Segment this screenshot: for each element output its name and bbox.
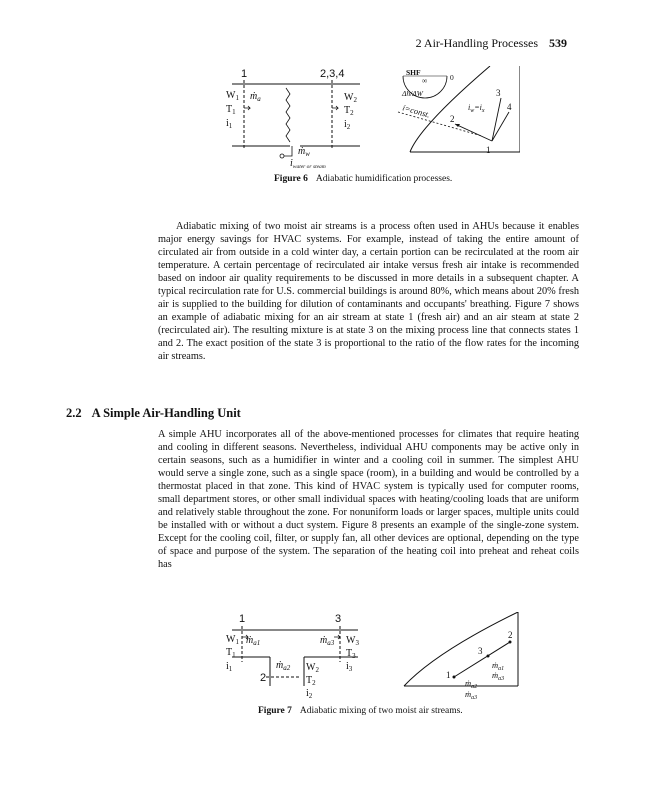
water-inlet-icon: [280, 154, 284, 158]
section-title: A Simple Air-Handling Unit: [91, 406, 241, 420]
f6-ma: ṁ: [250, 91, 258, 102]
f7-section-2: 2: [260, 672, 267, 684]
svg-text:i1: $i_1$: [226, 118, 233, 130]
f7-ma1: ṁ: [246, 635, 254, 646]
svg-text:i1: $i_1$: [226, 661, 233, 673]
f6-section-1: 1: [241, 68, 248, 80]
f7-chart-ma3: ṁ: [492, 670, 499, 680]
svg-text:i2: $i_2$: [344, 119, 351, 131]
figure-7-duct-schematic: [226, 613, 359, 700]
figure-7-psychrometric-chart: [404, 612, 518, 701]
figure-6: [220, 66, 520, 171]
f7-point-3: 3: [478, 646, 483, 656]
svg-text:T2: $T_2$: [306, 675, 316, 687]
svg-text:T2: $T_2$: [344, 105, 354, 117]
svg-text:ṁw: ṁ$_w$: [298, 146, 310, 158]
figure-6-psychrometric-chart: [398, 66, 520, 155]
f7-w3: W: [346, 635, 356, 646]
svg-text:i3: $i_3$: [346, 661, 353, 673]
figure-6-caption-text: Adiabatic humidification processes.: [315, 174, 453, 184]
f7-ma2: ṁ: [276, 660, 284, 671]
svg-text:i2: $i_2$: [306, 688, 313, 700]
f7-t2: T: [306, 675, 313, 686]
figure-7-caption-text: Adiabatic mixing of two moist air streams.: [299, 706, 463, 716]
running-header: [416, 36, 567, 51]
svg-text:T3: $T_3$: [346, 648, 356, 660]
paragraph-simple-ahu: A simple AHU incorporates all of the above-mentioned processes for climates that require heating and cooling in different seasons. Nevertheless, individual AHU components may be active only in certain seasons, such as a humidifier in winter and a cooling coil in summer. The simplest AHU would serve a single zone, such as a single space (room), in a building and would be controlled by a thermostat placed in that zone. This kind of HVAC system is typically used for computer rooms, small department stores, or other small individual spaces with heating/cooling loads that are uniform and relatively stable throughout the zone. For nonuniform loads or larger spaces, multiple units could be installed with or without a duct system. Figure 8 presents an example of the single-zone system. Except for the cooling coil, filter, or supply fan, all other devices are optional, depending on the type of space and purpose of the system. The separation of the heating coil into preheat and reheat coils has: [158, 429, 579, 570]
f7-i2: i: [306, 688, 309, 699]
f6-i2: i: [344, 119, 347, 130]
f7-t3: T: [346, 648, 353, 659]
svg-text:ṁa2: ṁ$_{a2}$: [276, 660, 291, 672]
f7-w1: W: [226, 634, 236, 645]
svg-text:ṁa3: ṁ$_{a3}$: [320, 635, 335, 647]
f7-section-3: 3: [335, 613, 342, 625]
dh-dw-label: Δh/ΔW: [402, 89, 423, 98]
f6-mw: ṁ: [298, 146, 306, 157]
f6-i1: i: [226, 118, 229, 129]
figure-6-caption: [274, 174, 452, 184]
f6-point-2: 2: [450, 114, 455, 124]
spray-coil-icon: [286, 88, 290, 142]
figure-7-caption: [258, 706, 463, 716]
svg-text:ṁa3: ṁ$_{a3}$: [465, 689, 478, 701]
f7-chart-ma1: ṁ: [492, 660, 499, 670]
svg-text:W1: $W_1$: [226, 90, 239, 102]
svg-text:W2: $W_2$: [306, 662, 319, 674]
running-title: 2 Air-Handling Processes: [415, 36, 538, 50]
figure-6-duct-schematic: [226, 68, 360, 170]
f7-chart-ma3b: ṁ: [465, 689, 472, 699]
svg-text:ṁa1: ṁ$_{a1}$: [246, 635, 261, 647]
section-heading: [66, 406, 251, 421]
f7-point-1: 1: [446, 670, 451, 680]
f7-t1: T: [226, 647, 233, 658]
iw-eq-label: $i_w=i_x$: [468, 103, 485, 114]
f6-point-1: 1: [486, 145, 491, 155]
f6-w2: W: [344, 92, 354, 103]
f6-section-2: 2,3,4: [320, 68, 345, 80]
svg-text:iwater or steam: $i_{water or steam}$: [290, 158, 326, 170]
svg-text:ṁa2: ṁ$_{a2}$: [465, 678, 478, 690]
svg-text:W1: $W_1$: [226, 634, 239, 646]
shf-infinity: ∞: [422, 76, 428, 85]
figure-7-label: Figure 7: [258, 706, 292, 716]
f7-w2: W: [306, 662, 316, 673]
f7-section-1: 1: [239, 613, 246, 625]
f6-iw: i: [290, 158, 293, 169]
i-const-label: i=const.: [401, 102, 432, 120]
f6-point-4: 4: [507, 102, 512, 112]
f6-w1: W: [226, 90, 236, 101]
svg-text:W2: $W_2$: [344, 92, 357, 104]
f6-t1: T: [226, 104, 233, 115]
shf-zero: 0: [450, 73, 454, 82]
f7-ma3: ṁ: [320, 635, 328, 646]
section-number: 2.2: [66, 406, 82, 420]
f6-t2: T: [344, 105, 351, 116]
svg-text:T1: $T_1$: [226, 104, 236, 116]
f7-i3: i: [346, 661, 349, 672]
svg-text:ṁa1: ṁ$_{a1}$: [492, 660, 505, 672]
f7-i1: i: [226, 661, 229, 672]
svg-text:W3: $W_3$: [346, 635, 359, 647]
f6-point-3: 3: [496, 88, 501, 98]
f7-point-2: 2: [508, 630, 513, 640]
svg-text:ṁa: ṁ$_a$: [250, 91, 261, 103]
paragraph-adiabatic-mixing: Adiabatic mixing of two moist air streams is a process often used in AHUs because it enables major energy savings for HVAC systems. For example, instead of taking the entire amount of circulated air from outside in a cold winter day, a certain portion can be recirculated at the room air temperature. A certain percentage of recirculated air intake versus fresh air intake is recommended based on indoor air quality requirements to be discussed in more details in a subsequent chapter. A typical recirculation rate for U.S. commercial buildings is around 80%, which means about 20% fresh air is supplied to the building for dilution of contaminants and occupants' breathing. Figure 7 shows an example of adiabatic mixing for an air stream at state 1 (fresh air) and an air steam at state 2 (recirculated air). The resulting mixture is at state 3 on the mixing process line that connects states 1 and 2. The exact position of the state 3 is proportional to the ratio of the flow rates for the incoming air streams.: [158, 221, 579, 362]
figure-6-label: Figure 6: [274, 174, 308, 184]
f7-chart-ma2: ṁ: [465, 678, 472, 688]
svg-text:ṁa3: ṁ$_{a3}$: [492, 670, 505, 682]
shf-label: SHF: [406, 68, 421, 77]
svg-text:T1: $T_1$: [226, 647, 236, 659]
page-number: 539: [549, 36, 567, 50]
figure-7: [222, 612, 522, 704]
